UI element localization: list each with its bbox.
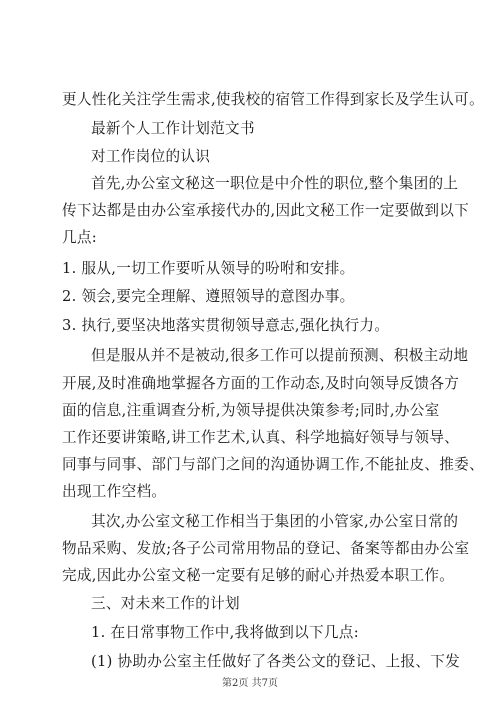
section-heading: 三、对未来工作的计划 [91,595,240,612]
page-number: 第2页 共7页 [222,678,278,689]
paragraph-line: 完成,因此办公室文秘一定要有足够的耐心并热爱本职工作。 [62,567,455,584]
paragraph-line: 更人性化关注学生需求,使我校的宿管工作得到家长及学生认可。 [62,91,484,108]
list-item: 1. 服从,一切工作要听从领导的吩咐和安排。 [62,260,355,277]
paragraph-line: 但是服从并不是被动,很多工作可以提前预测、积极主动地 [91,347,469,364]
paragraph-line: 几点: [62,229,98,246]
list-item: 3. 执行,要坚决地落实贯彻领导意志,强化执行力。 [62,317,390,334]
section-heading: 对工作岗位的认识 [91,148,211,165]
paragraph-line: 其次,办公室文秘工作相当于集团的小管家,办公室日常的 [91,513,459,530]
paragraph-line: 首先,办公室文秘这一职位是中介性的职位,整个集团的上 [91,175,459,192]
paragraph-line: 面的信息,注重调查分析,为领导提供决策参考;同时,办公室 [62,402,440,419]
paragraph-line: 工作还要讲策略,讲工作艺术,认真、科学地搞好领导与领导、 [62,429,460,446]
paragraph-line: 传下达都是由办公室承接代办的,因此文秘工作一定要做到以下 [62,202,470,219]
paragraph-line: 开展,及时准确地掌握各方面的工作动态,及时向领导反馈各方 [62,375,460,392]
section-title: 最新个人工作计划范文书 [91,120,255,137]
list-item: (1) 协助办公室主任做好了各类公文的登记、上报、下发 [91,653,461,670]
paragraph-line: 出现工作空档。 [62,483,167,500]
paragraph-line: 物品采购、发放;各子公司常用物品的登记、备案等都由办公室 [62,540,470,557]
list-item: 1. 在日常事物工作中,我将做到以下几点: [91,624,359,641]
paragraph-line: 同事与同事、部门与部门之间的沟通协调工作,不能扯皮、推委、 [62,456,484,473]
list-item: 2. 领会,要完全理解、遵照领导的意图办事。 [62,288,355,305]
